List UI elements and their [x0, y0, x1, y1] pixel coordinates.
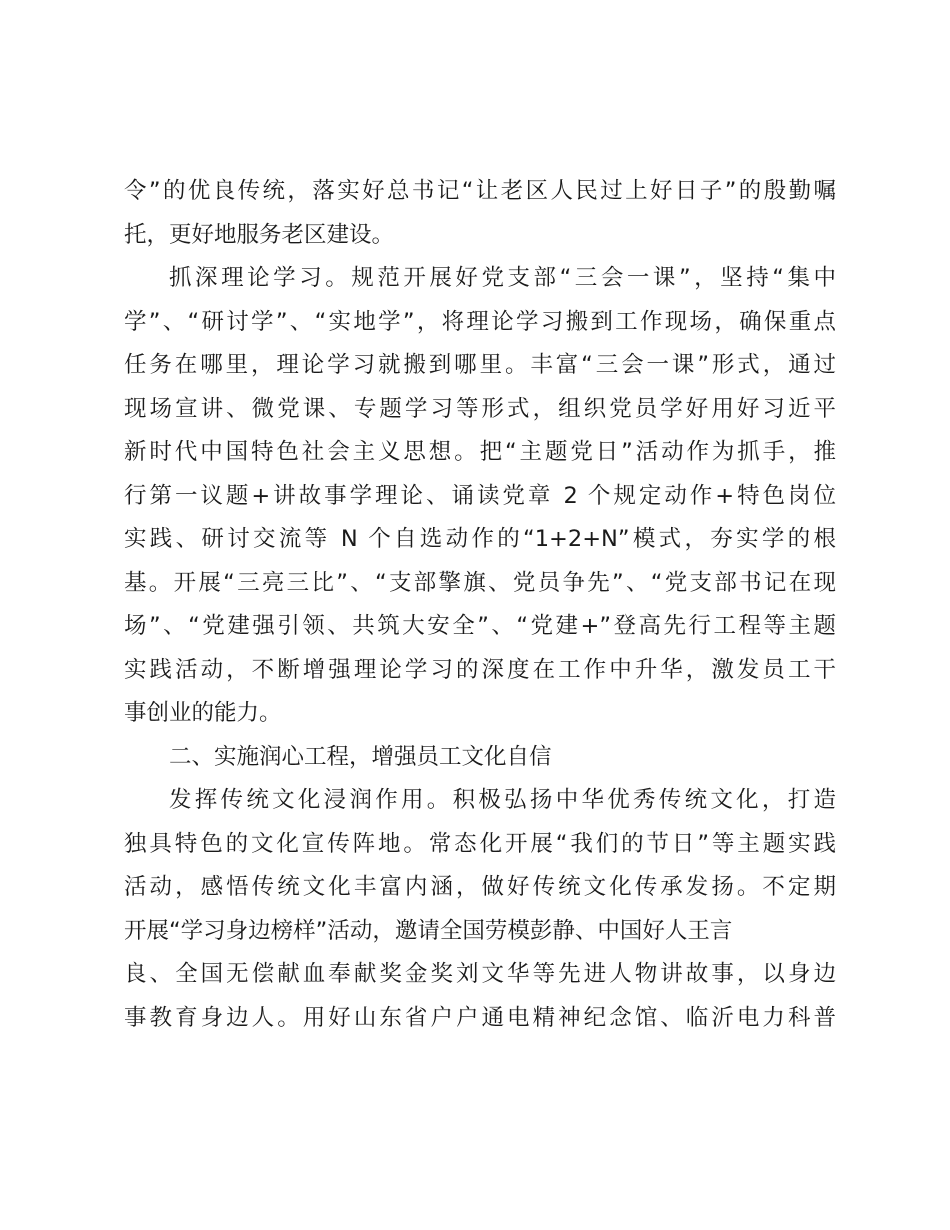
text-line: 行第一议题+讲故事学理论、诵读党章 2 个规定动作+特色岗位 [124, 482, 836, 509]
text-line: 基。开展“三亮三比”、“支部擎旗、党员争先”、“党支部书记在现 [124, 569, 836, 596]
text-line: 活动，感悟传统文化丰富内涵，做好传统文化传承发扬。不定期 [124, 874, 836, 900]
paragraph-theory-study [124, 257, 836, 736]
text-line: 托，更好地服务老区建设。 [124, 221, 395, 248]
paragraph-traditional-culture [124, 779, 836, 1040]
text-line: 现场宣讲、微党课、专题学习等形式，组织党员学好用好习近平 [124, 395, 836, 422]
text-line: 实践、研讨交流等 N 个自选动作的“1+2+N”模式，夯实学的根 [124, 526, 836, 552]
text-line: 令”的优良传统，落实好总书记“让老区人民过上好日子”的殷勤嘱 [124, 178, 836, 204]
text-line: 场”、“党建强引领、共筑大安全”、“党建+”登高先行工程等主题 [124, 613, 836, 639]
text-line: 事创业的能力。 [124, 700, 282, 726]
text-line: 抓深理论学习。规范开展好党支部“三会一课”，坚持“集中 [169, 265, 836, 291]
text-line: 独具特色的文化宣传阵地。常态化开展“我们的节日”等主题实践 [124, 830, 836, 857]
text-line: 发挥传统文化浸润作用。积极弘扬中华优秀传统文化，打造 [169, 787, 836, 813]
text-line: 学”、“研讨学”、“实地学”，将理论学习搬到工作现场，确保重点 [124, 308, 836, 335]
text-line: 实践活动，不断增强理论学习的深度在工作中升华，激发员工干 [124, 656, 836, 683]
text-line: 任务在哪里，理论学习就搬到哪里。丰富“三会一课”形式，通过 [124, 352, 836, 378]
text-line: 新时代中国特色社会主义思想。把“主题党日”活动作为抓手，推 [124, 439, 836, 465]
section-heading [124, 736, 836, 780]
text-line: 良、全国无偿献血奉献奖金奖刘文华等先进人物讲故事，以身边 [124, 961, 836, 987]
text-line: 事教育身边人。用好山东省户户通电精神纪念馆、临沂电力科普 [124, 1004, 836, 1031]
paragraph-continuation [124, 170, 836, 257]
heading-text: 二、实施润心工程，增强员工文化自信 [169, 743, 552, 770]
text-line: 开展“学习身边榜样”活动，邀请全国劳模彭静、中国好人王言 [124, 917, 733, 944]
document-body [124, 170, 836, 1040]
